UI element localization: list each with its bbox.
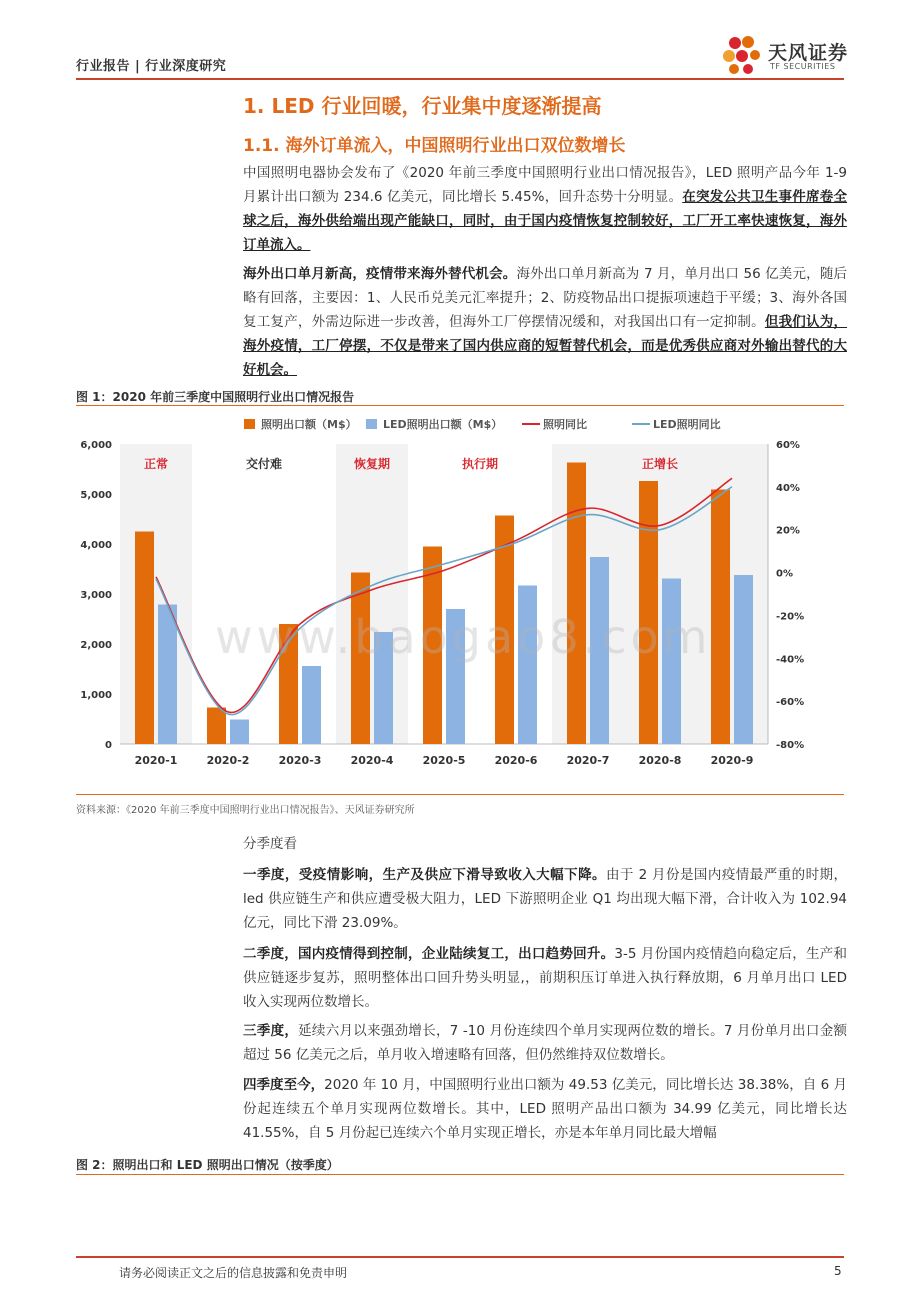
figure1-caption-divider bbox=[76, 405, 844, 406]
watermark-text: www.baogao8.com bbox=[215, 610, 712, 664]
paragraph-q1: 一季度，受疫情影响，生产及供应下滑导致收入大幅下降。由于 2 月份是国内疫情最严重的时期，led 供应链生产和供应遭受极大阻力，LED 下游照明企业 Q1 均出现大幅下滑，合计收入为 102.94 亿元，同比下滑 23.09%。 bbox=[243, 867, 848, 931]
figure2-caption: 图 2：照明出口和 LED 照明出口情况（按季度） bbox=[76, 1158, 339, 1172]
right-tick-label: 20% bbox=[776, 525, 800, 537]
bar-lighting-2020-1 bbox=[135, 532, 154, 745]
right-tick-label: -20% bbox=[776, 611, 805, 623]
export-chart bbox=[76, 410, 844, 794]
phase-label: 正常 bbox=[143, 457, 169, 471]
section-title: 1. LED 行业回暖，行业集中度逐渐提高 bbox=[243, 94, 602, 118]
paragraph-q4: 四季度至今，2020 年 10 月，中国照明行业出口额为 49.53 亿美元，同比增长达 38.38%，自 6 月份起连续五个单月实现两位数增长。其中，LED 照明产品出口额为 34.99 亿美元，同比增长达 41.55%，自 5 月份起已连续六个单月实现正增长，亦是本年单月同比最大增幅 bbox=[243, 1077, 848, 1141]
bar-led-2020-2 bbox=[230, 720, 249, 745]
left-tick-label: 1,000 bbox=[80, 690, 112, 701]
report-header-label: 行业报告 | 行业深度研究 bbox=[76, 59, 227, 74]
right-tick-label: 0% bbox=[776, 568, 793, 580]
logo-chinese-text: 天风证券 bbox=[768, 42, 849, 64]
right-tick-label: -80% bbox=[776, 740, 805, 751]
figure1-caption: 图 1：2020 年前三季度中国照明行业出口情况报告 bbox=[76, 390, 355, 404]
footer-divider bbox=[76, 1256, 844, 1258]
bar-lighting-2020-7 bbox=[567, 463, 586, 745]
paragraph-q3: 三季度，延续六月以来强劲增长，7 -10 月份连续四个单月实现两位数的增长。7 月份单月出口金额超过 56 亿美元之后，单月收入增速略有回落，但仍然维持双位数增长。 bbox=[243, 1023, 847, 1063]
left-tick-label: 2,000 bbox=[80, 640, 112, 651]
left-tick-label: 0 bbox=[105, 740, 112, 751]
figure2-caption-divider bbox=[76, 1174, 844, 1175]
legend-swatch bbox=[244, 419, 255, 429]
bar-led-2020-9 bbox=[734, 575, 753, 744]
quarter-intro: 分季度看 bbox=[243, 836, 297, 852]
bar-lighting-2020-2 bbox=[207, 708, 226, 745]
x-tick-label: 2020-5 bbox=[422, 754, 466, 767]
right-tick-label: 40% bbox=[776, 482, 800, 494]
paragraph-overseas-export: 海外出口单月新高，疫情带来海外替代机会。海外出口单月新高为 7 月，单月出口 56 亿美元，随后略有回落，主要因：1、人民币兑美元汇率提升；2、防疫物品出口提振项速趋于平缓；3、海外各国复工复产，外需边际进一步改善，但海外工厂停摆情况缓和，对我国出口有一定抑制。但我们认为，海外疫情，工厂停摆，不仅是带来了国内供应商的短暂替代机会，而是优秀供应商对外输出替代的大好机会。 bbox=[243, 266, 848, 378]
x-tick-label: 2020-2 bbox=[206, 754, 250, 767]
phase-band-0 bbox=[120, 444, 192, 744]
header-divider bbox=[76, 78, 844, 80]
left-tick-label: 4,000 bbox=[80, 540, 112, 551]
right-tick-label: -40% bbox=[776, 654, 805, 666]
x-tick-label: 2020-4 bbox=[350, 754, 394, 767]
bar-led-2020-3 bbox=[302, 666, 321, 744]
phase-band-2 bbox=[336, 444, 408, 744]
right-tick-label: 60% bbox=[776, 440, 800, 451]
page-number: 5 bbox=[834, 1264, 842, 1278]
x-tick-label: 2020-7 bbox=[566, 754, 610, 767]
phase-label: 正增长 bbox=[641, 457, 679, 471]
right-tick-label: -60% bbox=[776, 697, 805, 709]
x-tick-label: 2020-8 bbox=[638, 754, 682, 767]
left-tick-label: 5,000 bbox=[80, 490, 112, 501]
x-tick-label: 2020-9 bbox=[710, 754, 754, 767]
figure1-source-divider bbox=[76, 794, 844, 795]
legend-label: LED照明同比 bbox=[653, 418, 721, 431]
paragraph-q2: 二季度，国内疫情得到控制，企业陆续复工，出口趋势回升。3-5 月份国内疫情趋向稳定后，生产和供应链逐步复苏，照明整体出口回升势头明显,，前期积压订单进入执行释放期，6 月单月出口 LED 收入实现两位数增长。 bbox=[243, 946, 848, 1010]
section-subtitle: 1.1. 海外订单流入，中国照明行业出口双位数增长 bbox=[243, 136, 626, 156]
legend-label: 照明出口额（M$） bbox=[261, 418, 357, 431]
bar-lighting-2020-9 bbox=[711, 490, 730, 745]
left-tick-label: 6,000 bbox=[80, 440, 112, 451]
paragraph-export-report: 中国照明电器协会发布了《2020 年前三季度中国照明行业出口情况报告》，LED 照明产品今年 1-9 月累计出口额为 234.6 亿美元，同比增长 5.45%，回升态势十分明显。在突发公共卫生事件席卷全球之后，海外供给端出现产能缺口，同时，由于国内疫情恢复控制较好，工厂开工率快速恢复，海外订单流入。 bbox=[243, 165, 847, 253]
bar-led-2020-1 bbox=[158, 605, 177, 745]
phase-label: 执行期 bbox=[461, 457, 499, 471]
phase-label: 交付难 bbox=[245, 457, 283, 471]
footer-disclaimer: 请务必阅读正文之后的信息披露和免责申明 bbox=[119, 1266, 348, 1280]
x-tick-label: 2020-1 bbox=[134, 754, 178, 767]
legend-swatch bbox=[366, 419, 377, 429]
logo-english-text: TF SECURITIES bbox=[770, 62, 836, 71]
phase-label: 恢复期 bbox=[353, 457, 391, 471]
x-tick-label: 2020-6 bbox=[494, 754, 538, 767]
legend-label: 照明同比 bbox=[543, 418, 587, 431]
left-tick-label: 3,000 bbox=[80, 590, 112, 601]
legend-label: LED照明出口额（M$） bbox=[383, 418, 503, 431]
figure1-source: 资料来源：《2020 年前三季度中国照明行业出口情况报告》、天风证券研究所 bbox=[76, 805, 415, 816]
x-tick-label: 2020-3 bbox=[278, 754, 322, 767]
